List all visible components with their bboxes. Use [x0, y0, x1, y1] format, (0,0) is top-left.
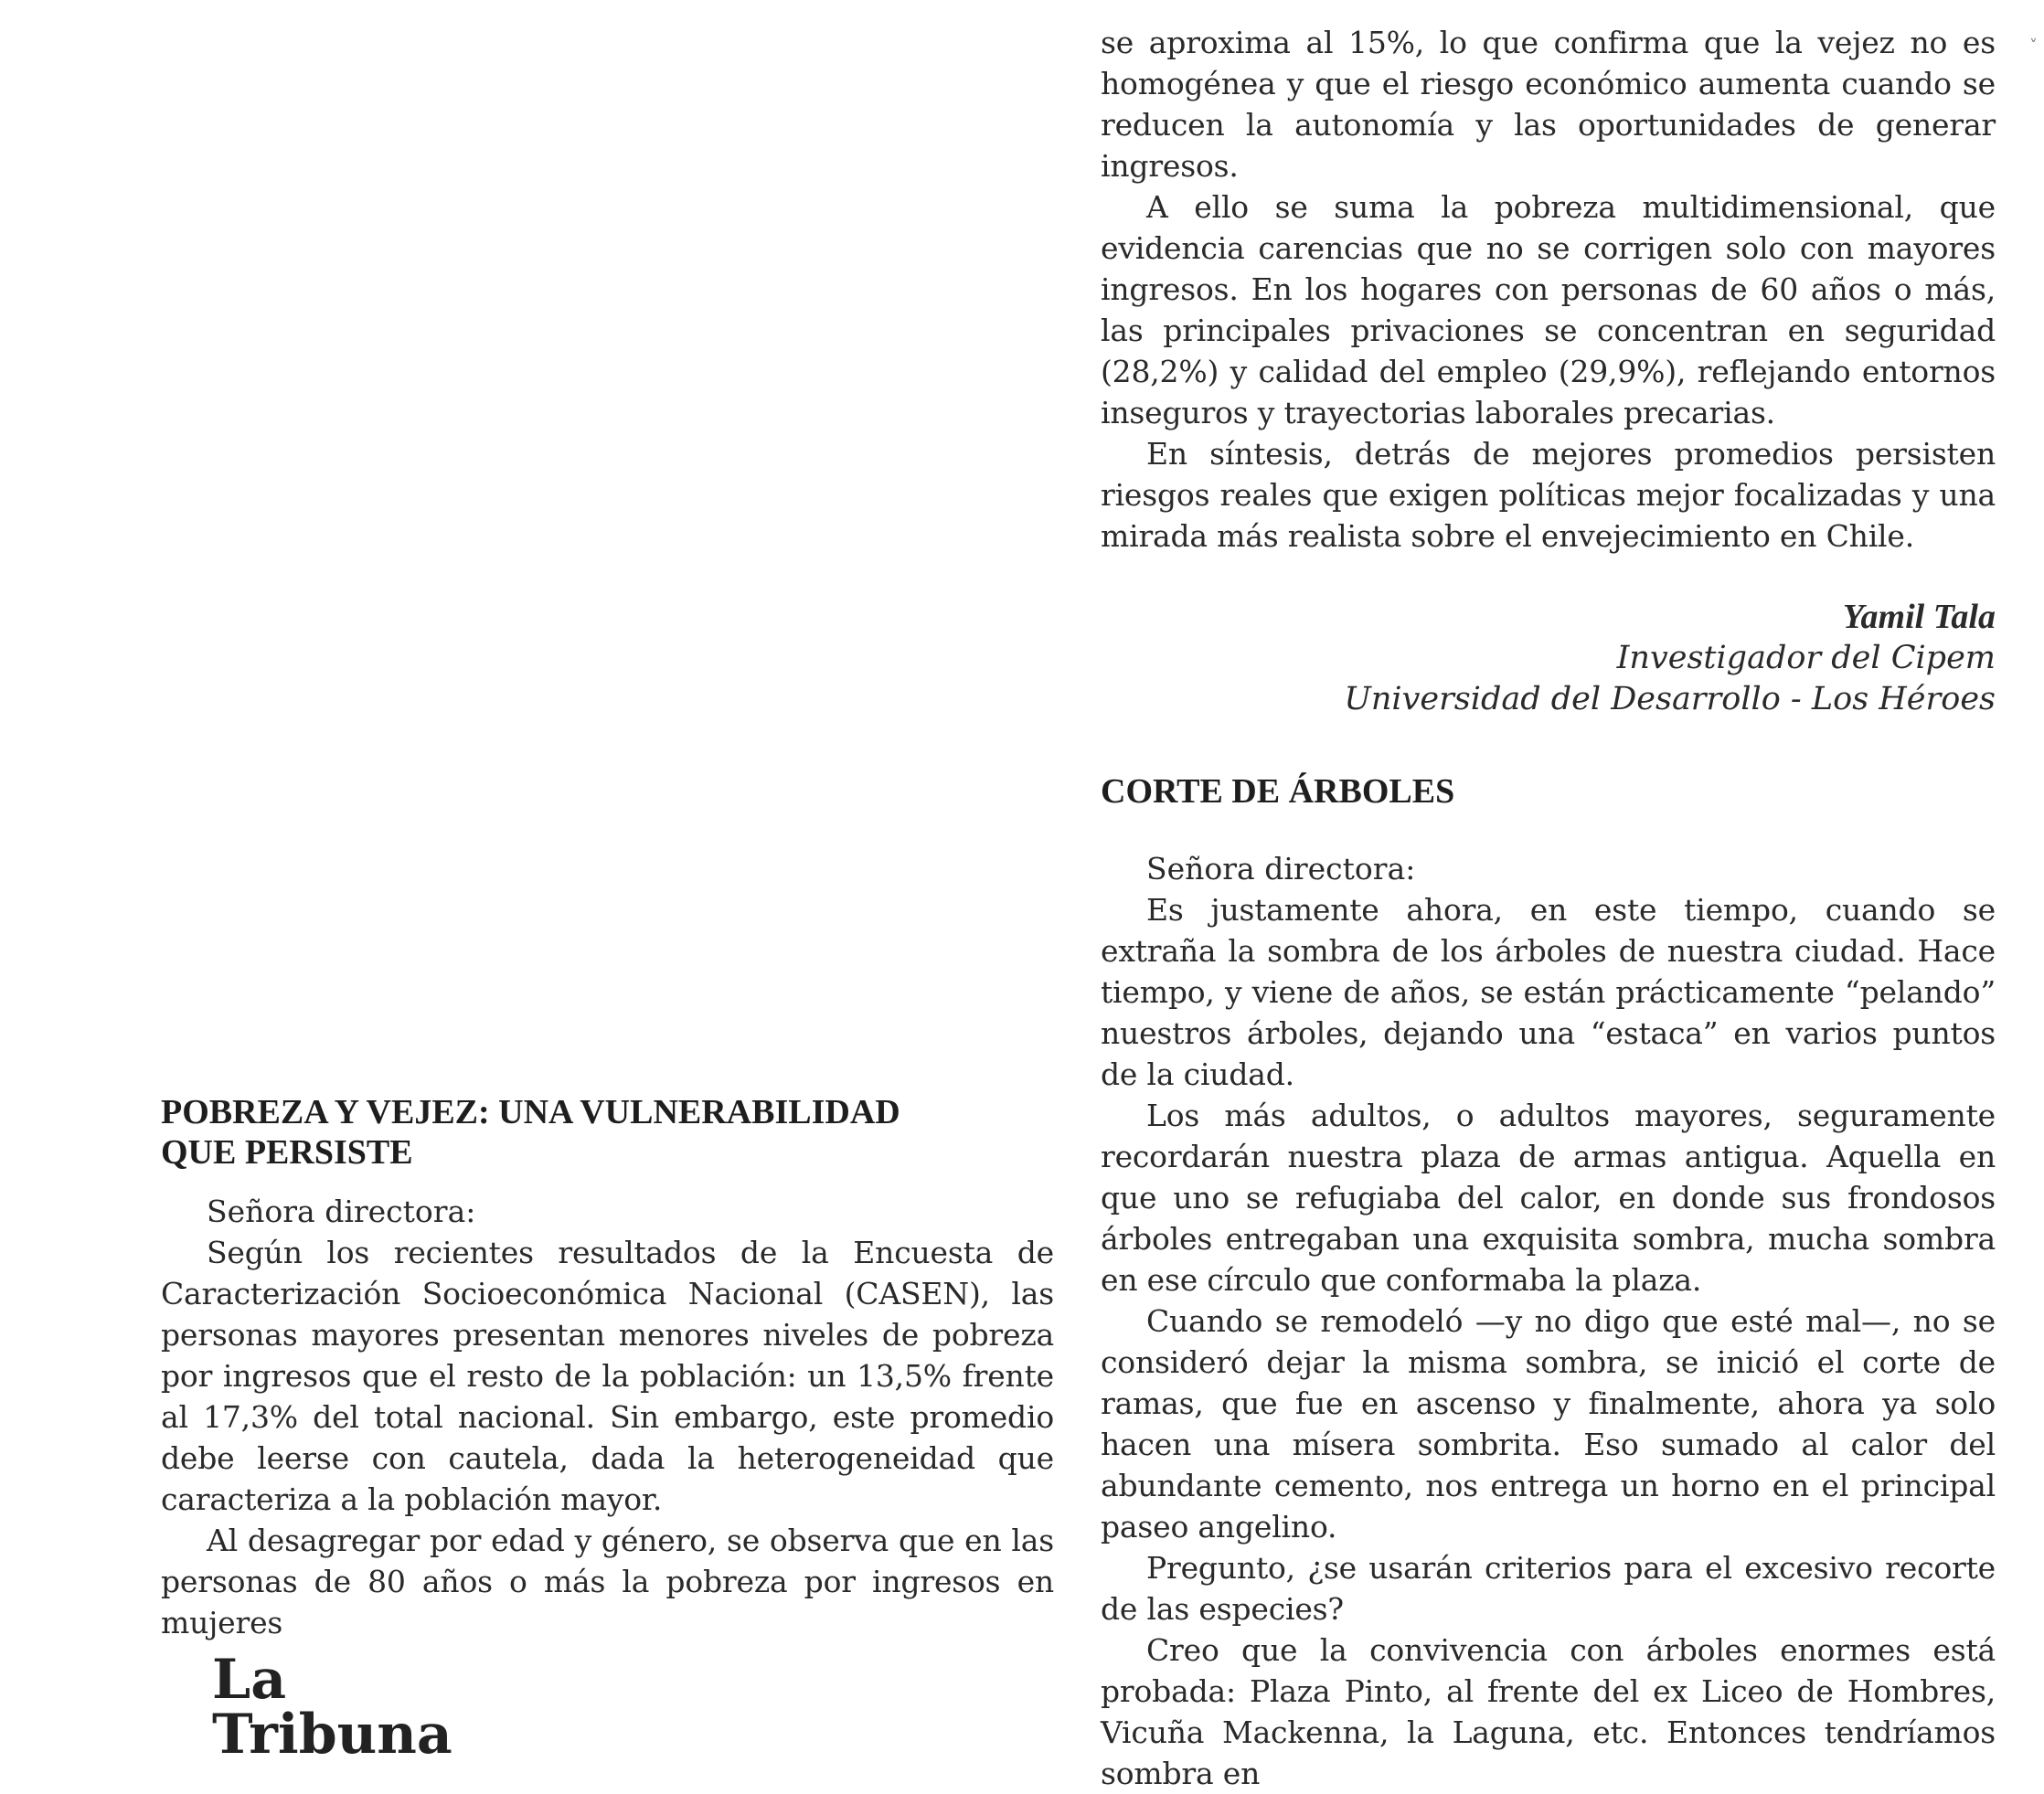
- paragraph: Creo que la convivencia con árboles enormes está probada: Plaza Pinto, al frente del ex Liceo de Hombres, Vicuña Mackenna, la Laguna, etc. Entonces tendríamos sombra en: [1101, 1632, 1996, 1791]
- paragraph-continuation: se aproxima al 15%, lo que confirma que la vejez no es homogénea y que el riesgo económico aumenta cuando se reducen la autonomía y las oportunidades de generar ingresos.: [1101, 25, 1996, 184]
- paragraph: Pregunto, ¿se usarán criterios para el excesivo recorte de las especies?: [1101, 1550, 1996, 1627]
- paragraph: Cuando se remodeló —y no digo que esté mal—, no se consideró dejar la misma sombra, se inició el corte de ramas, que fue en ascenso y finalmente, ahora ya solo hacen una mísera sombrita. Eso sumado al calor del abundante cemento, nos entrega un horno en el principal paseo angelino.: [1101, 1303, 1996, 1545]
- author-institution: Universidad del Desarrollo - Los Héroes: [1344, 681, 1996, 717]
- left-column: [161, 1092, 1054, 1643]
- salutation: Señora directora:: [1146, 851, 1416, 886]
- letter-heading-pobreza: [161, 1092, 1054, 1173]
- author-name: Yamil Tala: [1842, 598, 1996, 636]
- masthead-logo-fragment: La Tribuna: [212, 1648, 452, 1767]
- right-column: [1101, 22, 1996, 1794]
- paragraph: Es justamente ahora, en este tiempo, cuando se extraña la sombra de los árboles de nuestra ciudad. Hace tiempo, y viene de años, se están prácticamente “pelando” nuestros árboles, dejando una “estaca” en varios puntos de la ciudad.: [1101, 892, 1996, 1092]
- paragraph: En síntesis, detrás de mejores promedios persisten riesgos reales que exigen políticas mejor focalizadas y una mirada más realista sobre el envejecimiento en Chile.: [1101, 436, 1996, 554]
- heading-line-1: POBREZA Y VEJEZ: UNA VULNERABILIDAD: [161, 1093, 900, 1131]
- author-role: Investigador del Cipem: [1616, 640, 1996, 676]
- salutation: Señora directora:: [207, 1194, 476, 1229]
- paragraph: Según los recientes resultados de la Encuesta de Caracterización Socioeconómica Nacional (CASEN), las personas mayores presentan menores niveles de pobreza por ingresos que el resto de la población: un 13,5% frente al 17,3% del total nacional. Sin embargo, este promedio debe leerse con cautela, dada la heterogeneidad que caracteriza a la población mayor.: [161, 1235, 1054, 1517]
- signature-block: [1101, 597, 1996, 720]
- heading-line-2: QUE PERSISTE: [161, 1133, 413, 1172]
- paragraph: Al desagregar por edad y género, se observa que en las personas de 80 años o más la pobreza por ingresos en mujeres: [161, 1523, 1054, 1640]
- paragraph: A ello se suma la pobreza multidimensional, que evidencia carencias que no se corrigen solo con mayores ingresos. En los hogares con personas de 60 años o más, las principales privaciones se concentran en seguridad (28,2%) y calidad del empleo (29,9%), reflejando entornos inseguros y trayectorias laborales precarias.: [1101, 189, 1996, 430]
- paragraph: Los más adultos, o adultos mayores, seguramente recordarán nuestra plaza de armas antigua. Aquella en que uno se refugiaba del calor, en donde sus frondosos árboles entregaban una exquisita sombra, mucha sombra en ese círculo que conformaba la plaza.: [1101, 1098, 1996, 1298]
- letter-heading-corte: CORTE DE ÁRBOLES: [1101, 772, 1455, 811]
- edge-mark-icon: ˅: [2029, 37, 2038, 56]
